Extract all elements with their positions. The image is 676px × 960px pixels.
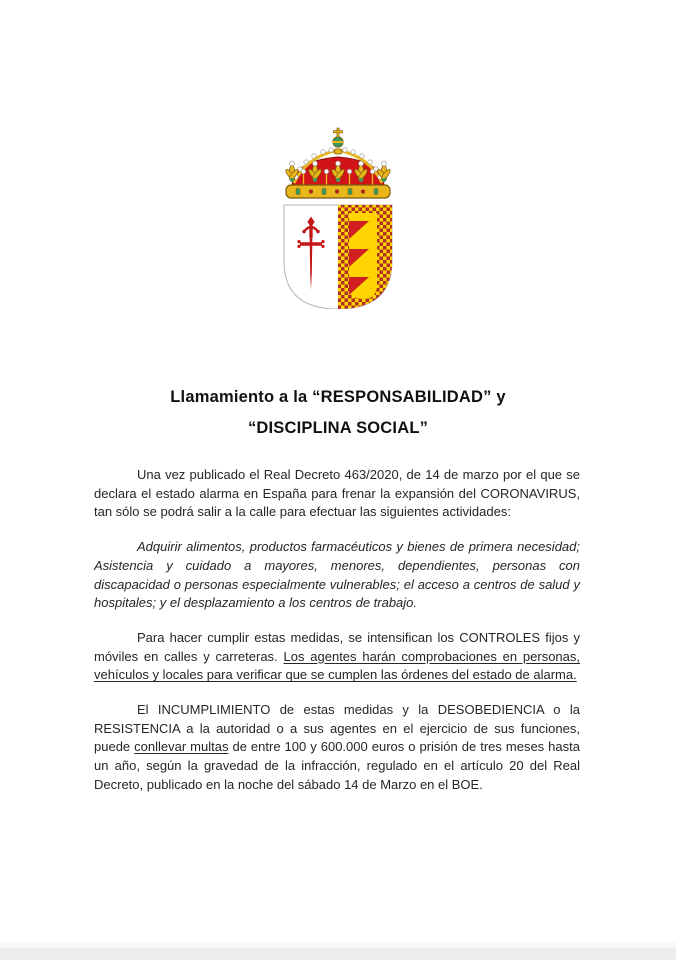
paragraph-controls-underlined: Los agentes harán comprobaciones en personas, vehículos y locales para verificar que se cumplen las órdenes del estado de alarma. — [94, 648, 581, 683]
coat-of-arms — [0, 127, 676, 309]
paragraph-penalties-before: El INCUMPLIMIENTO de estas medidas y la DESOBEDIENCIA o la RESISTENCIA a la autoridad o a sus agentes en el ejercicio de sus funciones, puede — [94, 702, 580, 755]
document-body — [94, 466, 580, 811]
document-title — [0, 382, 676, 444]
title-line-2: “DISCIPLINA SOCIAL” — [247, 419, 429, 437]
royal-crown-icon — [284, 128, 391, 198]
paragraph-intro: Una vez publicado el Real Decreto 463/2020, de 14 de marzo por el que se declara el estado alarma en España para frenar la expansión del CORONAVIRUS, tan sólo se podrá salir a la calle para efectuar las siguientes actividades: — [94, 467, 580, 520]
shield-icon — [284, 205, 392, 309]
paragraph-controls — [94, 629, 580, 685]
paragraph-penalties-after: de entre 100 y 600.000 euros o prisión de tres meses hasta un año, según la gravedad de la infracción, regulado en el artículo 20 del Real Decreto, publicado en la noche del sábado 14 de Marzo en el BOE. — [94, 739, 580, 792]
page-bottom-bar — [0, 948, 676, 960]
paragraph-penalties — [94, 701, 580, 795]
paragraph-controls-normal: Para hacer cumplir estas medidas, se intensifican los CONTROLES fijos y móviles en calles y carreteras. — [94, 629, 580, 664]
coat-of-arms-graphic — [278, 127, 398, 309]
crown-cross-icon — [333, 128, 342, 137]
title-line-1: Llamamiento a la “RESPONSABILIDAD” y — [170, 388, 506, 406]
paragraph-allowed-activities: Adquirir alimentos, productos farmacéuticos y bienes de primera necesidad; Asistencia y cuidado a mayores, menores, dependientes, personas con discapacidad o personas especialmente vulnerables; el acceso a centros de salud y hospitales; y el desplazamiento a los centros de trabajo. — [94, 539, 580, 611]
paragraph-penalties-underlined: conllevar multas — [134, 739, 229, 755]
